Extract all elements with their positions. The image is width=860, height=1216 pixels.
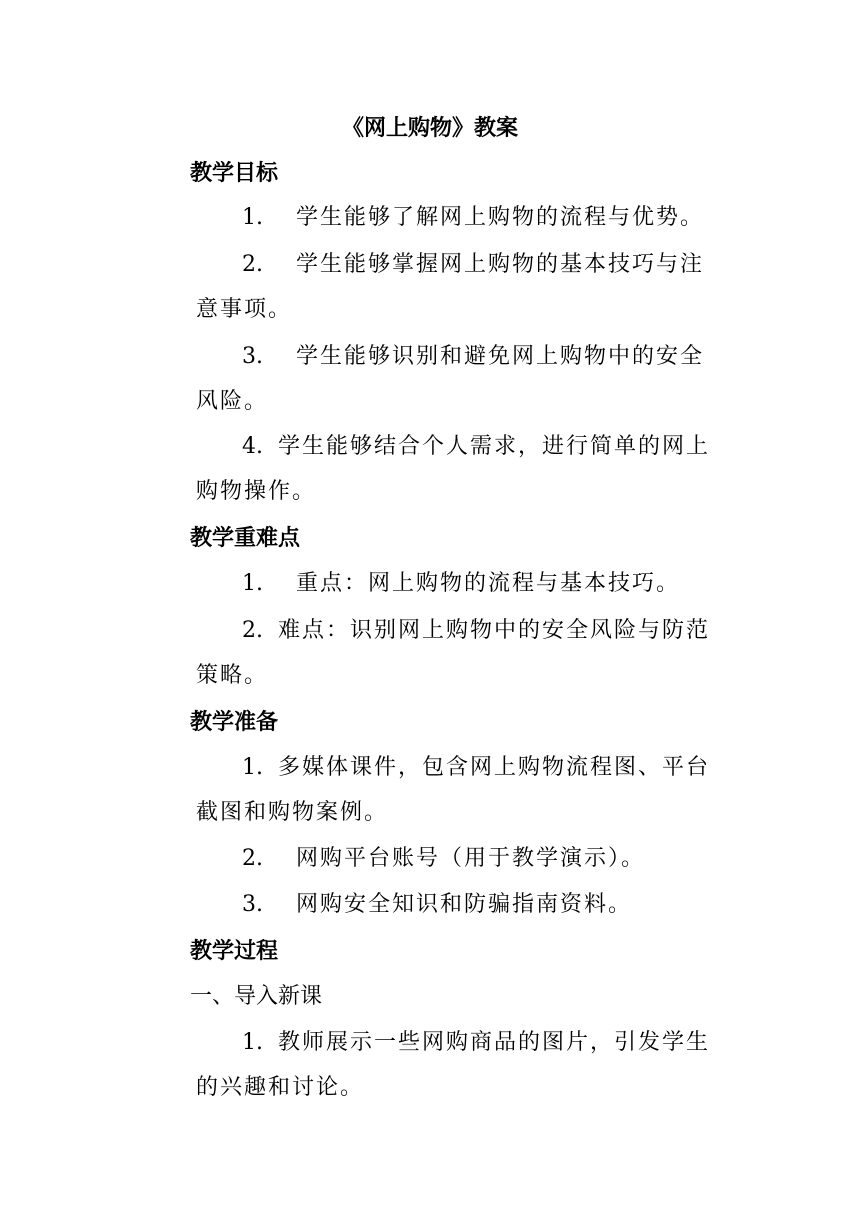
keypoint-item-1 bbox=[190, 569, 710, 599]
item-text: 教师展示一些网购商品的图片，引发学生 bbox=[277, 1030, 710, 1055]
item-number: 2. bbox=[242, 846, 263, 871]
item-text-continued: 截图和购物案例。 bbox=[196, 800, 389, 825]
prep-item-1 bbox=[190, 753, 710, 828]
item-number: 1. bbox=[242, 755, 263, 780]
item-text: 多媒体课件，包含网上购物流程图、平台 bbox=[277, 755, 710, 780]
item-text-continued: 的兴趣和讨论。 bbox=[196, 1075, 365, 1100]
item-text: 学生能够掌握网上购物的基本技巧与注 bbox=[296, 252, 705, 277]
item-text-continued: 策略。 bbox=[196, 663, 269, 688]
item-number: 1. bbox=[242, 571, 263, 596]
goal-item-1 bbox=[190, 203, 710, 233]
item-text-continued: 风险。 bbox=[196, 389, 269, 414]
heading-process: 教学过程 bbox=[190, 938, 279, 964]
item-number: 4. bbox=[242, 434, 263, 459]
subheading-intro: 一、导入新课 bbox=[190, 984, 323, 1009]
item-number: 2. bbox=[242, 252, 263, 277]
item-text: 学生能够识别和避免网上购物中的安全 bbox=[296, 344, 705, 369]
process-item-1 bbox=[190, 1028, 710, 1103]
heading-goals: 教学目标 bbox=[190, 160, 279, 186]
item-number: 3. bbox=[242, 892, 263, 917]
item-text: 重点：网上购物的流程与基本技巧。 bbox=[296, 571, 681, 596]
item-text: 学生能够结合个人需求，进行简单的网上 bbox=[277, 434, 710, 459]
heading-prep: 教学准备 bbox=[190, 709, 279, 735]
item-number: 1. bbox=[242, 205, 263, 230]
goal-item-3 bbox=[190, 342, 710, 417]
item-number: 3. bbox=[242, 344, 263, 369]
item-text: 难点：识别网上购物中的安全风险与防范 bbox=[277, 618, 710, 643]
keypoint-item-2 bbox=[190, 616, 710, 691]
item-text: 网购安全知识和防骗指南资料。 bbox=[296, 892, 633, 917]
item-text: 网购平台账号（用于教学演示）。 bbox=[296, 846, 646, 871]
prep-item-2 bbox=[190, 844, 710, 874]
item-text-continued: 购物操作。 bbox=[196, 479, 317, 504]
goal-item-4 bbox=[190, 432, 710, 507]
item-text-continued: 意事项。 bbox=[196, 297, 293, 322]
document-title: 《网上购物》教案 bbox=[341, 115, 518, 141]
heading-keypoints: 教学重难点 bbox=[190, 525, 301, 551]
goal-item-2 bbox=[190, 250, 710, 325]
item-text: 学生能够了解网上购物的流程与优势。 bbox=[296, 205, 705, 230]
item-number: 2. bbox=[242, 618, 263, 643]
item-number: 1. bbox=[242, 1030, 263, 1055]
prep-item-3 bbox=[190, 890, 710, 920]
